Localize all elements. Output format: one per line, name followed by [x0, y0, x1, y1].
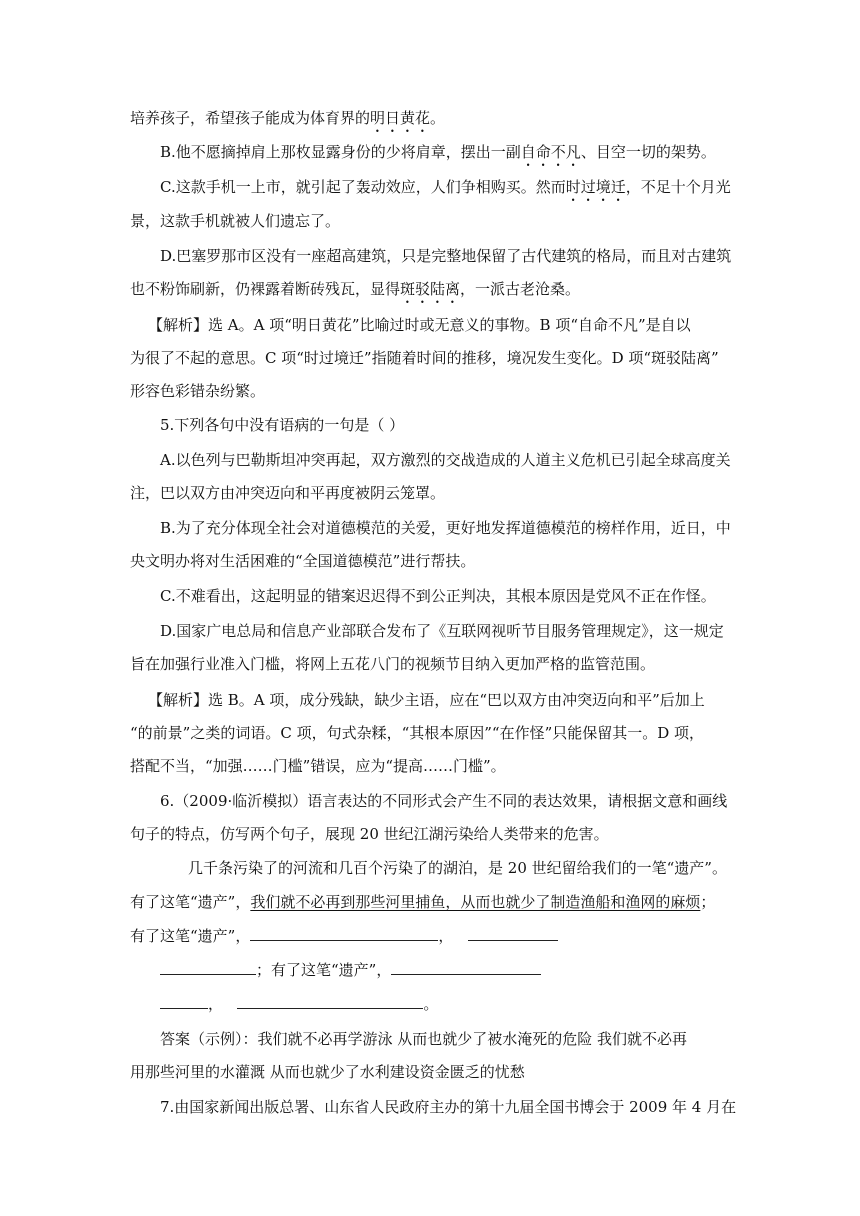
q4-option-c-line1: C.这款手机一上市，就引起了轰动效应，人们争相购买。然而时过境迁，不足十个月光 — [160, 178, 731, 196]
q5-option-d-line2: 旨在加强行业准入门槛，将网上五花八门的视频节目纳入更加严格的监管范围。 — [130, 655, 656, 673]
answer-blank[interactable] — [391, 960, 541, 975]
q5-analysis-line2: “的前景”之类的词语。C 项，句式杂糅，“其根本原因”“在作怪”只能保留其一。D 项， — [130, 724, 705, 742]
q5-option-c: C.不难看出，这起明显的错案迟迟得不到公正判决，其根本原因是党风不正在作怪。 — [160, 587, 716, 605]
q6-passage-line2: 有了这笔“遗产”，我们就不必再到那些河里捕鱼，从而也就少了制造渔船和渔网的麻烦； — [130, 893, 716, 911]
answer-blank[interactable] — [250, 926, 438, 941]
q6-stem-line2: 句子的特点，仿写两个句子，展现 20 世纪江湖污染给人类带来的危害。 — [130, 825, 609, 843]
q5-analysis-line3: 搭配不当，“加强……门槛”错误，应为“提高……门槛”。 — [130, 757, 506, 775]
q5-analysis-line1: 【解析】选 B。A 项，成分残缺，缺少主语，应在“巴以双方由冲突迈向和平”后加上 — [148, 691, 705, 709]
q5-option-a-line2: 注，巴以双方由冲突迈向和平再度被阴云笼罩。 — [130, 484, 446, 502]
q6-blank-line2: ；有了这笔“遗产”， — [160, 960, 860, 980]
q4-option-c-line2: 景，这款手机就被人们遗忘了。 — [130, 212, 341, 230]
q4-option-d-line1: D.巴塞罗那市区没有一座超高建筑，只是完整地保留了古代建筑的格局，而且对古建筑 — [160, 247, 732, 265]
answer-blank[interactable] — [468, 926, 558, 941]
q7-stem-line1: 7.由国家新闻出版总署、山东省人民政府主办的第十九届全国书博会于 2009 年 4 月在 — [160, 1098, 737, 1116]
q5-option-a-line1: A.以色列与巴勒斯坦冲突再起，双方激烈的交战造成的人道主义危机已引起全球高度关 — [160, 451, 731, 469]
q6-answer-line2: 用那些河里的水灌溉 从而也就少了水利建设资金匮乏的忧愁 — [130, 1063, 525, 1081]
q6-passage-line1: 几千条污染了的河流和几百个污染了的湖泊，是 20 世纪留给我们的一笔“遗产”。 — [188, 859, 727, 877]
q4-analysis-line1: 【解析】选 A。A 项“明日黄花”比喻过时或无意义的事物。B 项“自命不凡”是自以 — [148, 316, 691, 334]
q6-stem-line1: 6.（2009·临沂模拟）语言表达的不同形式会产生不同的表达效果，请根据文意和画线 — [160, 792, 728, 810]
q5-option-b-line2: 央文明办将对生活困难的“全国道德模范”进行帮扶。 — [130, 552, 476, 570]
q5-option-d-line1: D.国家广电总局和信息产业部联合发布了《互联网视听节目服务管理规定》，这一规定 — [160, 622, 724, 640]
underlined-model-sentence: 我们就不必再到那些河里捕鱼，从而也就少了制造渔船和渔网的麻烦 — [250, 893, 701, 911]
q4-option-a-continuation: 培养孩子，希望孩子能成为体育界的明日黄花。 — [130, 109, 446, 127]
q6-blank-line3: ， 。 — [160, 994, 860, 1014]
q6-answer-line1: 答案（示例）：我们就不必再学游泳 从而也就少了被水淹死的危险 我们就不必再 — [160, 1030, 688, 1048]
answer-blank[interactable] — [160, 960, 256, 975]
q4-option-d-line2: 也不粉饰刷新，仍裸露着断砖残瓦，显得斑驳陆离，一派古老沧桑。 — [130, 280, 581, 298]
q4-analysis-line2: 为很了不起的意思。C 项“时过境迁”指随着时间的推移，境况发生变化。D 项“斑驳陆离” — [130, 349, 719, 367]
q5-option-b-line1: B.为了充分体现全社会对道德模范的关爱，更好地发挥道德模范的榜样作用，近日，中 — [160, 519, 731, 537]
q6-blank-line1: 有了这笔“遗产”， ， — [130, 926, 860, 946]
answer-blank[interactable] — [160, 994, 208, 1009]
q5-stem: 5.下列各句中没有语病的一句是（ ） — [160, 416, 405, 434]
answer-blank[interactable] — [237, 994, 423, 1009]
q4-analysis-line3: 形容色彩错杂纷繁。 — [130, 382, 266, 400]
q4-option-b: B.他不愿摘掉肩上那枚显露身份的少将肩章，摆出一副自命不凡、目空一切的架势。 — [160, 143, 716, 161]
